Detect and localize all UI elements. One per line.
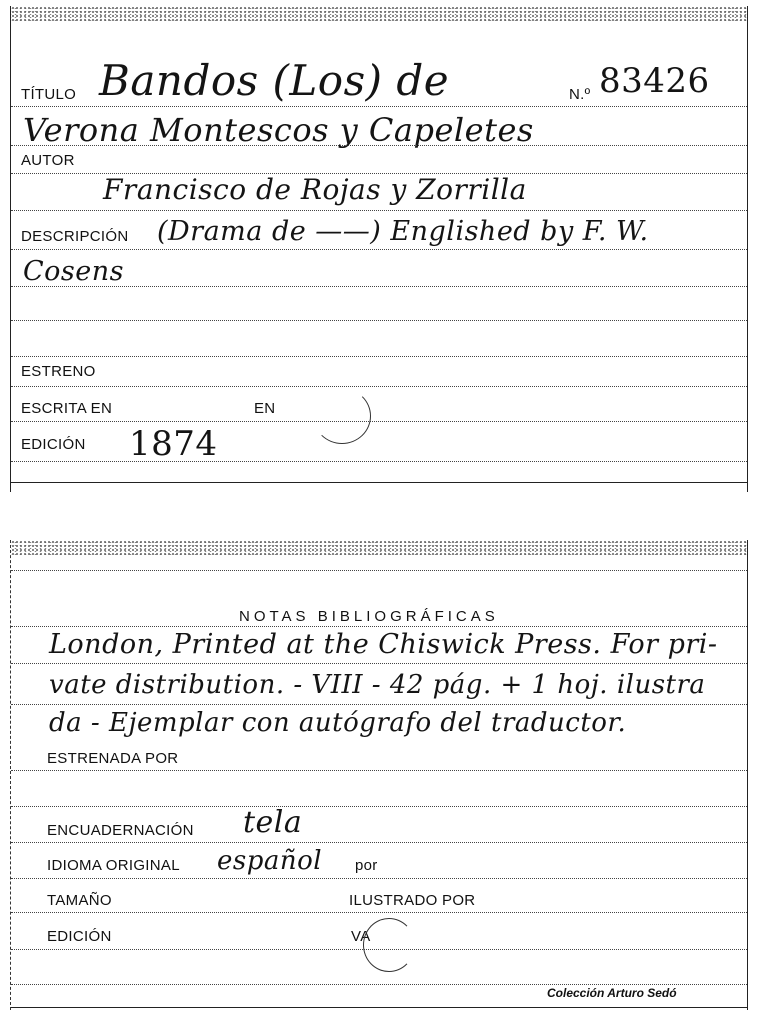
card-top-edge [11, 540, 747, 556]
notas-line2: vate distribution. - VIII - 42 pág. + 1 hoj. ilustra [49, 670, 706, 700]
titulo-label: TÍTULO [21, 86, 77, 103]
descripcion-label: DESCRIPCIÓN [21, 228, 129, 245]
va-label: VA [351, 928, 371, 945]
titulo-line2: Verona Montescos y Capeletes [23, 111, 534, 149]
autor-label: AUTOR [21, 152, 75, 169]
card-top-edge [11, 6, 747, 22]
edicion-value: 1874 [129, 424, 218, 464]
tamano-label: TAMAÑO [47, 892, 112, 909]
catalog-card-back [10, 540, 748, 1010]
descripcion-line1: (Drama de ——) Englished by F. W. [157, 216, 649, 247]
por-label: por [355, 857, 378, 874]
autor-value: Francisco de Rojas y Zorrilla [103, 173, 527, 206]
numero-label: N.º [569, 86, 591, 103]
edicion-label-2: EDICIÓN [47, 928, 112, 945]
notas-heading: NOTAS BIBLIOGRÁFICAS [239, 608, 499, 625]
estreno-label: ESTRENO [21, 363, 96, 380]
descripcion-line2: Cosens [23, 256, 124, 287]
encuadernacion-value: tela [243, 805, 303, 840]
punch-hole-mark [363, 918, 415, 972]
titulo-line1: Bandos (Los) de [99, 56, 450, 105]
numero-value: 83426 [599, 61, 710, 101]
coleccion-stamp: Colección Arturo Sedó [547, 986, 677, 1000]
edicion-label: EDICIÓN [21, 436, 86, 453]
catalog-card-front [10, 6, 748, 492]
escrita-en-label: ESCRITA EN [21, 400, 113, 417]
idioma-original-label: IDIOMA ORIGINAL [47, 857, 180, 874]
punch-hole-mark [313, 388, 371, 444]
encuadernacion-label: ENCUADERNACIÓN [47, 822, 194, 839]
notas-line3: da - Ejemplar con autógrafo del traductor. [49, 708, 627, 738]
estrenada-por-label: ESTRENADA POR [47, 750, 179, 767]
en-label: EN [254, 400, 276, 417]
ilustrado-por-label: ILUSTRADO POR [349, 892, 476, 909]
notas-line1: London, Printed at the Chiswick Press. For pri- [49, 629, 718, 660]
idioma-value: español [217, 846, 323, 876]
